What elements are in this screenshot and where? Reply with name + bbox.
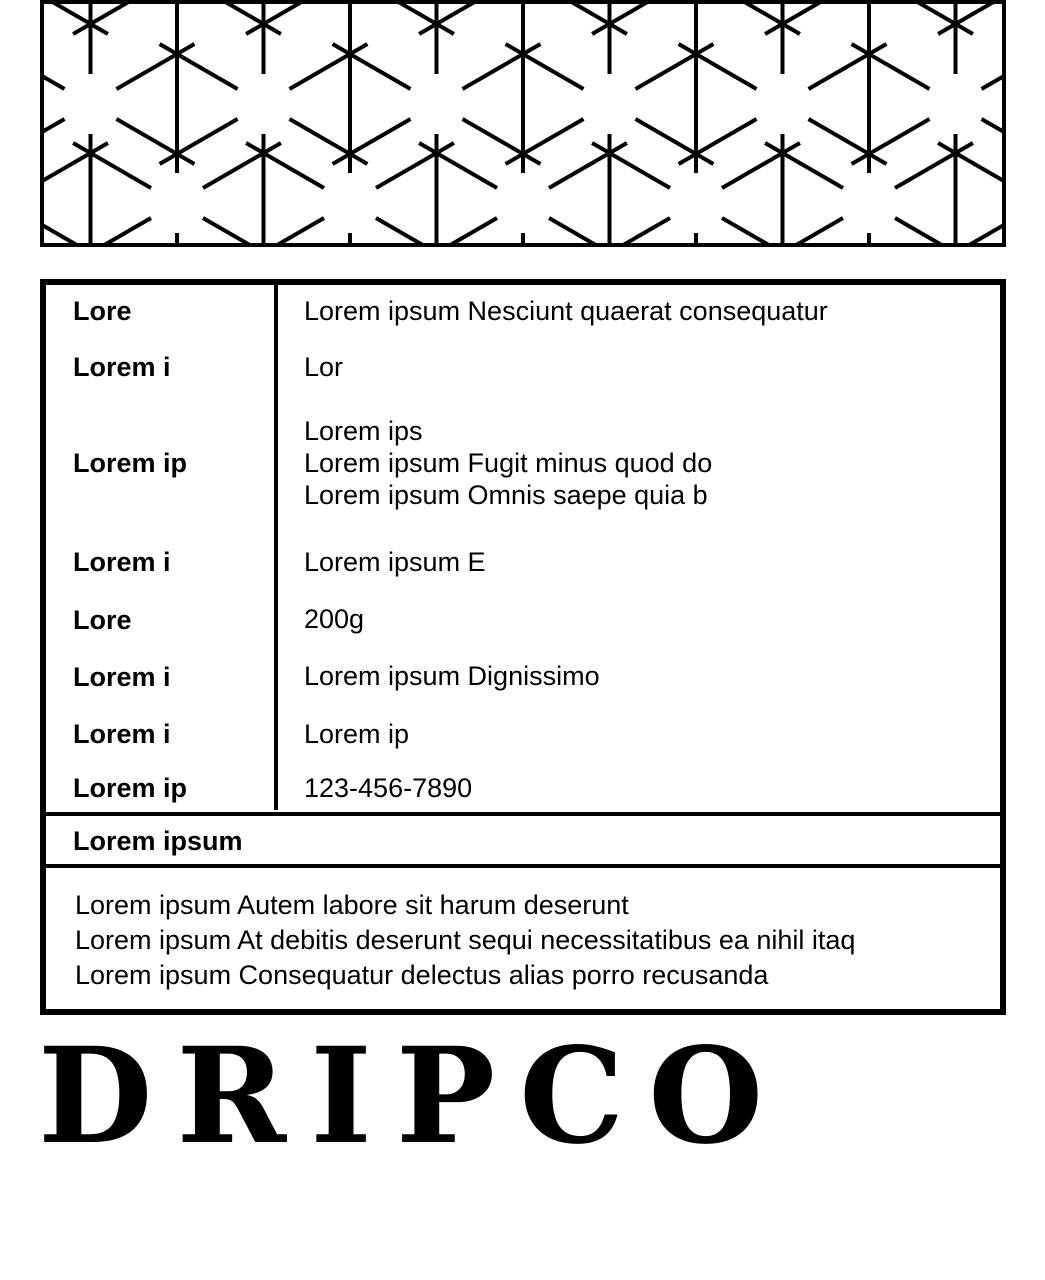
spec-value: Lorem ips xyxy=(304,416,423,446)
pattern-line xyxy=(246,143,324,188)
pattern-line xyxy=(463,44,541,89)
notes-line: Lorem ipsum Autem labore sit harum deserunt xyxy=(75,890,629,920)
pattern-line xyxy=(679,44,757,89)
section-divider xyxy=(46,864,1000,868)
spec-value: Lorem ipsum Nesciunt quaerat consequatur xyxy=(304,296,828,326)
spec-table xyxy=(40,279,1006,1015)
spec-value: Lorem ipsum E xyxy=(304,547,486,577)
notes-line: Lorem ipsum At debitis deserunt sequi necessitatibus ea nihil itaq xyxy=(75,925,856,955)
pattern-line xyxy=(809,119,887,164)
spec-value: Lorem ipsum Omnis saepe quia b xyxy=(304,480,708,510)
pattern-line xyxy=(895,218,973,243)
pattern-line xyxy=(419,218,497,243)
section-divider xyxy=(46,812,1000,816)
pattern-line xyxy=(290,119,368,164)
pattern-line xyxy=(852,44,930,89)
pattern-line xyxy=(117,119,195,164)
pattern-line xyxy=(722,143,800,188)
pattern-line xyxy=(160,44,238,89)
pattern-line xyxy=(376,218,454,243)
pattern-line xyxy=(549,218,627,243)
pattern-line xyxy=(290,44,368,89)
pattern-line xyxy=(765,143,843,188)
geometric-pattern-icon xyxy=(44,4,1002,243)
column-divider xyxy=(274,285,278,810)
pattern-line xyxy=(419,143,497,188)
pattern-line xyxy=(44,218,108,243)
brand-logo: DRIPCO xyxy=(38,1019,788,1174)
pattern-line xyxy=(765,218,843,243)
pattern-line xyxy=(809,44,887,89)
notes-body xyxy=(75,888,855,993)
pattern-line xyxy=(117,44,195,89)
pattern-line xyxy=(463,119,541,164)
pattern-line xyxy=(333,44,411,89)
pattern-line xyxy=(376,143,454,188)
pattern-line xyxy=(592,218,670,243)
spec-label: Lore xyxy=(73,296,132,326)
spec-label: Lorem i xyxy=(73,662,171,692)
pattern-line xyxy=(160,119,238,164)
pattern-line xyxy=(852,119,930,164)
notes-heading: Lorem ipsum xyxy=(73,826,243,856)
pattern-line xyxy=(636,44,714,89)
pattern-line xyxy=(506,44,584,89)
pattern-line xyxy=(722,218,800,243)
spec-label: Lorem ip xyxy=(73,448,188,478)
spec-label: Lore xyxy=(73,605,132,635)
spec-value: Lorem ipsum Dignissimo xyxy=(304,661,600,691)
spec-value: Lorem ipsum Fugit minus quod do xyxy=(304,448,713,478)
pattern-line xyxy=(44,119,65,164)
pattern-line xyxy=(203,143,281,188)
pattern-line xyxy=(549,143,627,188)
spec-value: Lor xyxy=(304,352,344,382)
pattern-line xyxy=(982,44,1003,89)
spec-value: Lorem ip xyxy=(304,719,410,749)
spec-label: Lorem i xyxy=(73,352,171,382)
spec-value: 200g xyxy=(304,604,365,634)
pattern-line xyxy=(938,143,1002,188)
spec-value: 123-456-7890 xyxy=(304,773,473,803)
notes-line: Lorem ipsum Consequatur delectus alias porro recusanda xyxy=(75,960,769,990)
decorative-pattern-band xyxy=(40,0,1006,247)
pattern-line xyxy=(506,119,584,164)
pattern-line xyxy=(44,143,108,188)
pattern-line xyxy=(895,143,973,188)
spec-label: Lorem i xyxy=(73,547,171,577)
spec-label: Lorem ip xyxy=(73,773,188,803)
pattern-line xyxy=(636,119,714,164)
pattern-line xyxy=(679,119,757,164)
pattern-line xyxy=(592,143,670,188)
pattern-line xyxy=(333,119,411,164)
spec-label: Lorem i xyxy=(73,719,171,749)
pattern-line xyxy=(938,218,1002,243)
pattern-line xyxy=(73,143,151,188)
pattern-line xyxy=(73,218,151,243)
pattern-line xyxy=(44,44,65,89)
pattern-line xyxy=(203,218,281,243)
pattern-line xyxy=(246,218,324,243)
pattern-line xyxy=(982,119,1003,164)
